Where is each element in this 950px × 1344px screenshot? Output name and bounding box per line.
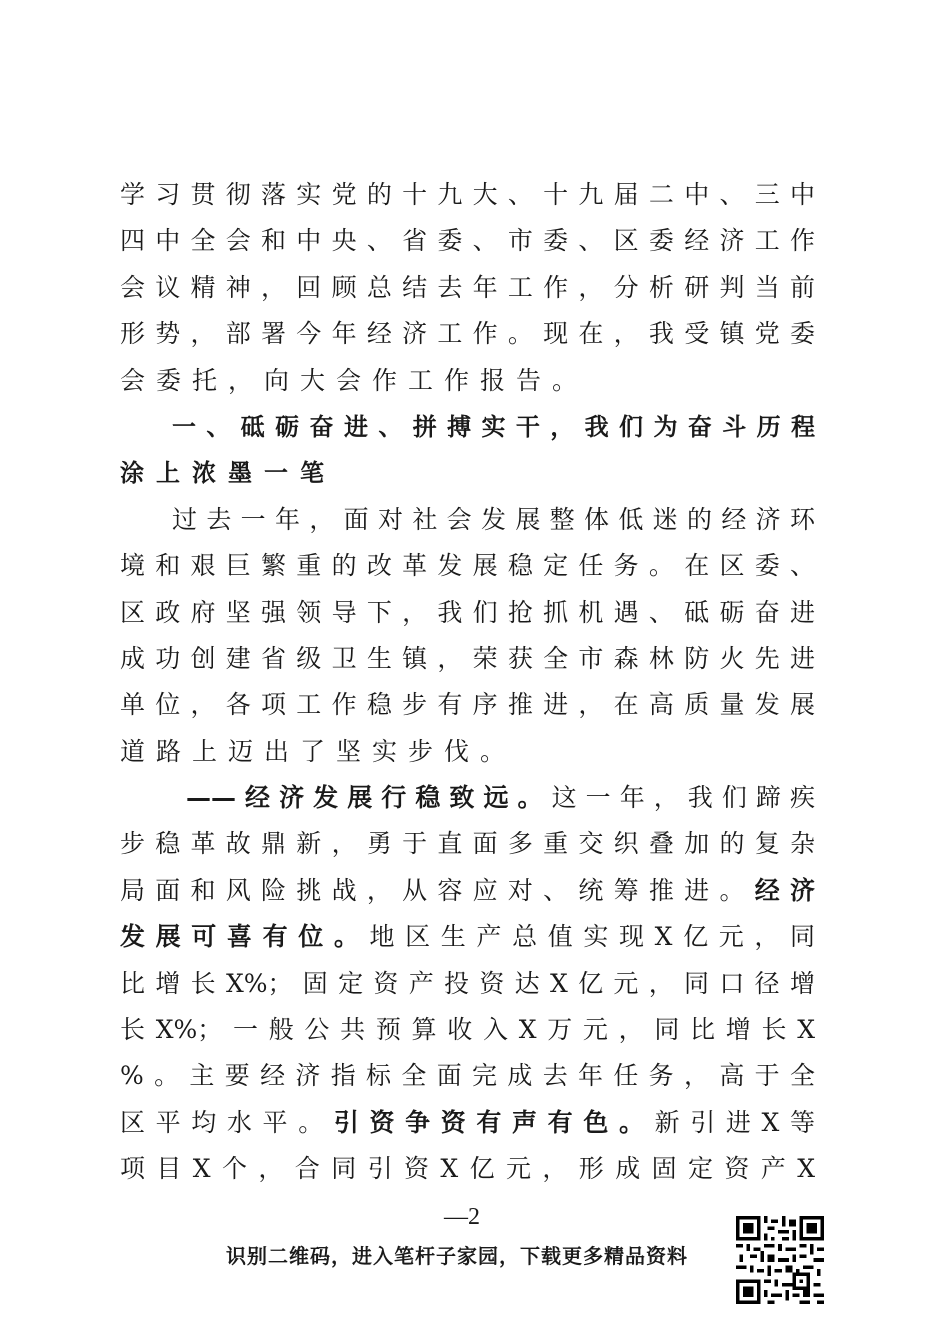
paragraph-line: 单位，各项工作稳步有序推进，在高质量发展	[120, 690, 815, 720]
paragraph-line	[120, 868, 815, 914]
line-text: 地区生产总值实现X亿元，同	[369, 922, 815, 952]
paragraph-line: 过去一年，面对社会发展整体低迷的经济环	[172, 504, 815, 534]
paragraph-line: 步稳革故鼎新，勇于直面多重交织叠加的复杂	[120, 829, 815, 859]
paragraph-line: 会议精神，回顾总结去年工作，分析研判当前	[120, 272, 815, 302]
section-heading: 涂上浓墨一笔	[120, 459, 336, 488]
paragraph-line: 境和艰巨繁重的改革发展稳定任务。在区委、	[120, 551, 815, 581]
paragraph-line: 会委托，向大会作工作报告。	[120, 365, 589, 395]
qr-code-icon	[736, 1216, 824, 1304]
line-text: 局面和风险挑战，从容应对、统筹推进。	[120, 875, 755, 905]
paragraph-line: 四中全会和中央、省委、市委、区委经济工作	[120, 226, 815, 256]
paragraph-line: 学习贯彻落实党的十九大、十九届二中、三中	[120, 180, 815, 209]
document-body	[120, 172, 815, 1193]
bold-phrase: 发展可喜有位。	[120, 922, 370, 952]
paragraph-line: 长X%；一般公共预算收入X万元，同比增长X	[120, 1015, 815, 1045]
paragraph-line: 成功创建省级卫生镇，荣获全市森林防火先进	[120, 643, 815, 673]
line-text: 区平均水平。	[120, 1107, 334, 1137]
paragraph-line: 比增长X%；固定资产投资达X亿元，同口径增	[120, 968, 815, 998]
paragraph-line	[120, 1100, 815, 1146]
section-heading: 一、砥砺奋进、拼搏实干，我们为奋斗历程	[172, 412, 815, 441]
paragraph-line: 道路上迈出了坚实步伐。	[120, 736, 517, 766]
line-text: 新引进X等	[654, 1107, 815, 1137]
footer-promo-text: 识别二维码，进入笔杆子家园，下载更多精品资料	[226, 1244, 688, 1268]
bold-phrase: ——经济发展行稳致远。	[186, 783, 552, 813]
paragraph-line	[120, 775, 815, 821]
bold-phrase: 经济	[754, 875, 815, 905]
line-text: 这一年，我们蹄疾	[551, 783, 815, 813]
bold-phrase: 引资争资有声有色。	[333, 1107, 655, 1137]
page-number: —2	[444, 1204, 480, 1230]
paragraph-line: 区政府坚强领导下，我们抢抓机遇、砥砺奋进	[120, 597, 815, 627]
paragraph-line	[120, 914, 815, 960]
paragraph-line: 项目X个，合同引资X亿元，形成固定资产X	[120, 1154, 815, 1184]
paragraph-line: %。主要经济指标全面完成去年任务，高于全	[120, 1061, 815, 1091]
paragraph-line: 形势，部署今年经济工作。现在，我受镇党委	[120, 319, 815, 349]
